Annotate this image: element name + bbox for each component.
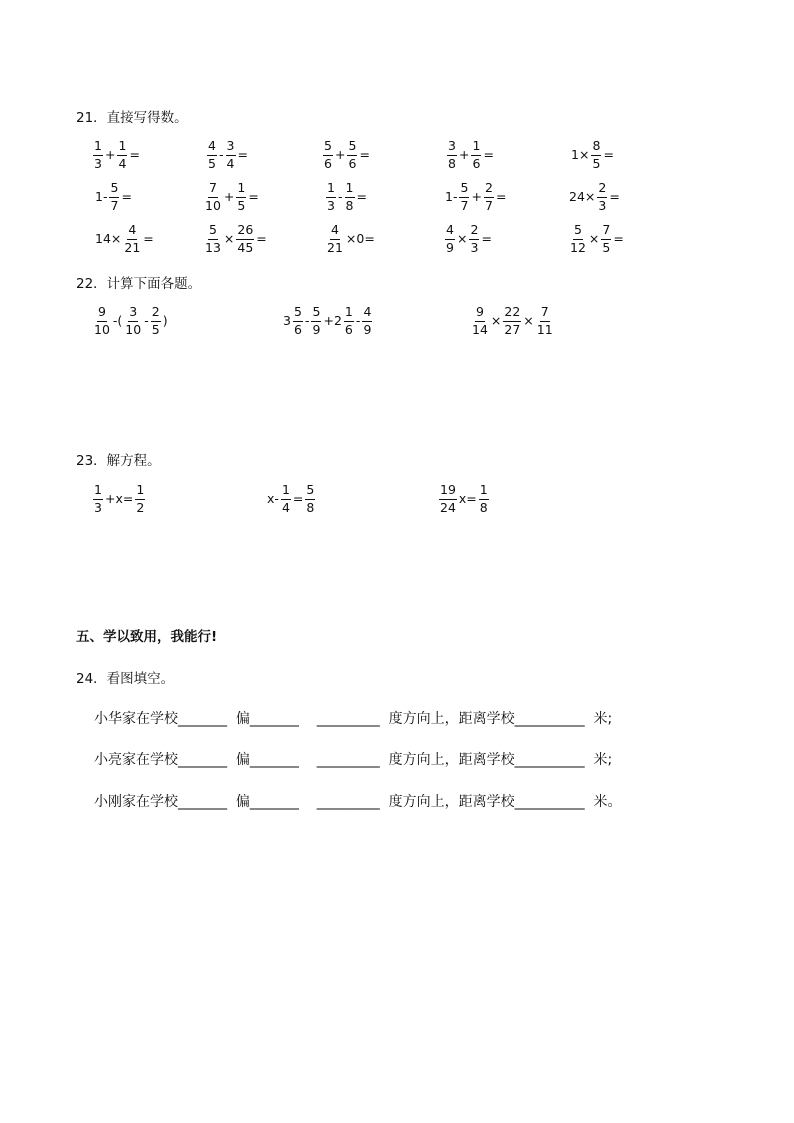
- denominator: 6: [344, 321, 353, 337]
- denominator: 2: [136, 499, 145, 515]
- q21-expr: [325, 182, 368, 212]
- fraction: [226, 140, 236, 170]
- fraction: [135, 484, 145, 514]
- operator-text: +x=: [105, 490, 134, 506]
- numerator: 1: [135, 484, 145, 500]
- denominator: 21: [124, 239, 141, 255]
- denominator: 11: [536, 321, 553, 337]
- fraction: [479, 484, 489, 514]
- numerator: 7: [540, 306, 550, 322]
- operator-text: +: [223, 188, 235, 204]
- operator-text: =: [481, 230, 492, 246]
- fraction: [204, 182, 222, 212]
- numerator: 1: [93, 140, 103, 156]
- denominator: 5: [592, 155, 601, 171]
- q21-expr: [92, 140, 141, 170]
- numerator: 5: [208, 224, 218, 240]
- numerator: 4: [330, 224, 340, 240]
- operator-text: +: [459, 146, 470, 162]
- fraction: [471, 140, 481, 170]
- numerator: 7: [208, 182, 218, 198]
- operator-text: ×: [588, 230, 600, 246]
- denominator: 3: [327, 197, 335, 213]
- denominator: 8: [448, 155, 456, 171]
- numerator: 2: [597, 182, 607, 198]
- fraction: [151, 306, 161, 336]
- q21-title: 21．直接写得数。: [76, 110, 188, 126]
- fraction: [311, 306, 321, 336]
- fraction: [445, 224, 455, 254]
- fraction: [459, 182, 469, 212]
- denominator: 3: [598, 197, 607, 213]
- fraction: [93, 140, 103, 170]
- q21-expr: [444, 182, 507, 212]
- numerator: 5: [293, 306, 303, 322]
- operator-text: ×: [223, 230, 235, 246]
- denominator: 9: [312, 321, 321, 337]
- numerator: 9: [97, 306, 107, 322]
- q23-expr: [266, 484, 316, 514]
- numerator: 1: [345, 182, 355, 198]
- operator-text: =: [495, 188, 507, 204]
- operator-text: 1×: [571, 146, 590, 162]
- denominator: 12: [570, 239, 586, 255]
- numerator: 26: [236, 224, 254, 240]
- operator-text: 1-: [95, 188, 108, 204]
- numerator: 5: [347, 140, 357, 156]
- denominator: 6: [324, 155, 332, 171]
- denominator: 10: [205, 197, 221, 213]
- numerator: 4: [445, 224, 455, 240]
- denominator: 7: [484, 197, 493, 213]
- fill-blank-line-2: 小亮家在学校_______ 偏_______ _________ 度方向上，距离学校__________ 米;: [94, 752, 613, 768]
- fraction: [591, 140, 601, 170]
- fraction: [344, 306, 354, 336]
- denominator: 14: [472, 321, 488, 337]
- denominator: 6: [472, 155, 481, 171]
- numerator: 3: [226, 140, 236, 156]
- operator-text: =: [359, 146, 370, 162]
- q23-expr: [92, 484, 146, 514]
- operator-text: =: [248, 188, 259, 204]
- denominator: 7: [460, 197, 469, 213]
- denominator: 6: [348, 155, 357, 171]
- fraction: [207, 140, 217, 170]
- fraction: [236, 182, 246, 212]
- operator-text: =: [143, 230, 154, 246]
- numerator: 4: [362, 306, 372, 322]
- fraction: [323, 140, 333, 170]
- denominator: 24: [440, 499, 456, 515]
- fraction: [281, 484, 291, 514]
- denominator: 8: [345, 197, 354, 213]
- fraction: [601, 224, 611, 254]
- operator-text: -: [219, 146, 224, 162]
- q21-expr: [206, 140, 249, 170]
- operator-text: =: [121, 188, 132, 204]
- fraction: [204, 224, 222, 254]
- denominator: 3: [94, 499, 102, 515]
- fraction: [124, 306, 142, 336]
- denominator: 3: [470, 239, 479, 255]
- denominator: 4: [226, 155, 235, 171]
- operator-text: +: [471, 188, 482, 204]
- numerator: 1: [326, 182, 336, 198]
- operator-text: +2: [323, 312, 342, 328]
- denominator: 9: [363, 321, 372, 337]
- section-5-title: 五、学以致用，我能行!: [76, 629, 218, 645]
- operator-text: -(: [112, 312, 123, 328]
- fraction: [93, 484, 103, 514]
- operator-text: +: [105, 146, 116, 162]
- numerator: 1: [236, 182, 246, 198]
- operator-text: =: [603, 146, 614, 162]
- operator-text: -: [144, 312, 149, 328]
- numerator: 1: [479, 484, 489, 500]
- fraction: [484, 182, 494, 212]
- denominator: 5: [208, 155, 216, 171]
- denominator: 9: [446, 239, 454, 255]
- q21-expr: [568, 182, 621, 212]
- numerator: 8: [591, 140, 601, 156]
- fraction: [439, 484, 457, 514]
- operator-text: ): [162, 312, 168, 328]
- fraction: [469, 224, 479, 254]
- denominator: 6: [293, 321, 302, 337]
- q21-expr: [203, 182, 260, 212]
- operator-text: 24×: [569, 188, 596, 204]
- fraction: [305, 484, 315, 514]
- q22-expr: [92, 306, 169, 336]
- operator-text: 3: [283, 312, 291, 328]
- numerator: 1: [281, 484, 291, 500]
- numerator: 22: [503, 306, 521, 322]
- denominator: 21: [327, 239, 343, 255]
- numerator: 1: [93, 484, 103, 500]
- operator-text: 14×: [95, 230, 122, 246]
- fraction: [597, 182, 607, 212]
- fraction: [347, 140, 357, 170]
- operator-text: =: [292, 490, 304, 506]
- denominator: 27: [504, 321, 521, 337]
- q22-title: 22．计算下面各题。: [76, 276, 202, 292]
- numerator: 1: [471, 140, 481, 156]
- fraction: [236, 224, 254, 254]
- numerator: 5: [459, 182, 469, 198]
- numerator: 1: [117, 140, 127, 156]
- operator-text: +: [335, 146, 346, 162]
- fraction: [362, 306, 372, 336]
- fill-blank-line-1: 小华家在学校_______ 偏_______ _________ 度方向上，距离学校__________ 米;: [94, 711, 613, 727]
- numerator: 5: [109, 182, 119, 198]
- fraction: [447, 140, 457, 170]
- numerator: 4: [127, 224, 137, 240]
- numerator: 3: [447, 140, 457, 156]
- q21-expr: [444, 224, 493, 254]
- operator-text: ×0=: [345, 230, 375, 246]
- numerator: 5: [305, 484, 315, 500]
- fraction: [117, 140, 127, 170]
- q21-expr: [203, 224, 268, 254]
- fraction: [345, 182, 355, 212]
- q21-expr: [322, 140, 371, 170]
- fraction: [471, 306, 489, 336]
- denominator: 4: [118, 155, 127, 171]
- numerator: 1: [344, 306, 354, 322]
- numerator: 2: [151, 306, 161, 322]
- operator-text: -: [304, 312, 310, 328]
- fraction: [569, 224, 587, 254]
- numerator: 4: [207, 140, 217, 156]
- q21-expr: [325, 224, 376, 254]
- q21-expr: [446, 140, 495, 170]
- denominator: 13: [205, 239, 221, 255]
- numerator: 9: [475, 306, 485, 322]
- q21-expr: [568, 224, 625, 254]
- fraction: [293, 306, 303, 336]
- fill-blank-line-3: 小刚家在学校_______ 偏_______ _________ 度方向上，距离学校__________ 米。: [94, 794, 622, 810]
- fraction: [326, 224, 344, 254]
- denominator: 7: [110, 197, 119, 213]
- denominator: 10: [125, 321, 142, 337]
- numerator: 5: [311, 306, 321, 322]
- q22-expr: [470, 306, 555, 336]
- operator-text: -: [355, 312, 361, 328]
- numerator: 5: [573, 224, 583, 240]
- q21-expr: [94, 224, 155, 254]
- denominator: 8: [306, 499, 315, 515]
- denominator: 10: [94, 321, 110, 337]
- q23-expr: [438, 484, 490, 514]
- operator-text: ×: [457, 230, 468, 246]
- numerator: 19: [439, 484, 457, 500]
- q23-title: 23．解方程。: [76, 453, 161, 469]
- numerator: 7: [601, 224, 611, 240]
- numerator: 3: [128, 306, 138, 322]
- numerator: 2: [469, 224, 479, 240]
- operator-text: ×: [523, 312, 534, 328]
- denominator: 3: [94, 155, 102, 171]
- fraction: [109, 182, 119, 212]
- fraction: [326, 182, 336, 212]
- fraction: [503, 306, 521, 336]
- operator-text: ×: [490, 312, 502, 328]
- q22-expr: [282, 306, 373, 336]
- fraction: [123, 224, 141, 254]
- fraction: [93, 306, 111, 336]
- numerator: 5: [323, 140, 333, 156]
- operator-text: x=: [458, 490, 477, 506]
- operator-text: =: [613, 230, 624, 246]
- denominator: 5: [602, 239, 611, 255]
- operator-text: =: [256, 230, 267, 246]
- q24-title: 24．看图填空。: [76, 671, 175, 687]
- operator-text: =: [129, 146, 140, 162]
- q21-expr: [94, 182, 133, 212]
- denominator: 5: [151, 321, 160, 337]
- fraction: [536, 306, 554, 336]
- operator-text: =: [609, 188, 620, 204]
- denominator: 5: [237, 197, 246, 213]
- denominator: 8: [479, 499, 488, 515]
- operator-text: =: [237, 146, 248, 162]
- q21-expr: [570, 140, 615, 170]
- operator-text: x-: [267, 490, 279, 506]
- operator-text: =: [356, 188, 367, 204]
- numerator: 2: [484, 182, 494, 198]
- operator-text: -: [338, 188, 343, 204]
- operator-text: 1-: [445, 188, 458, 204]
- denominator: 4: [281, 499, 290, 515]
- operator-text: =: [483, 146, 494, 162]
- denominator: 45: [237, 239, 254, 255]
